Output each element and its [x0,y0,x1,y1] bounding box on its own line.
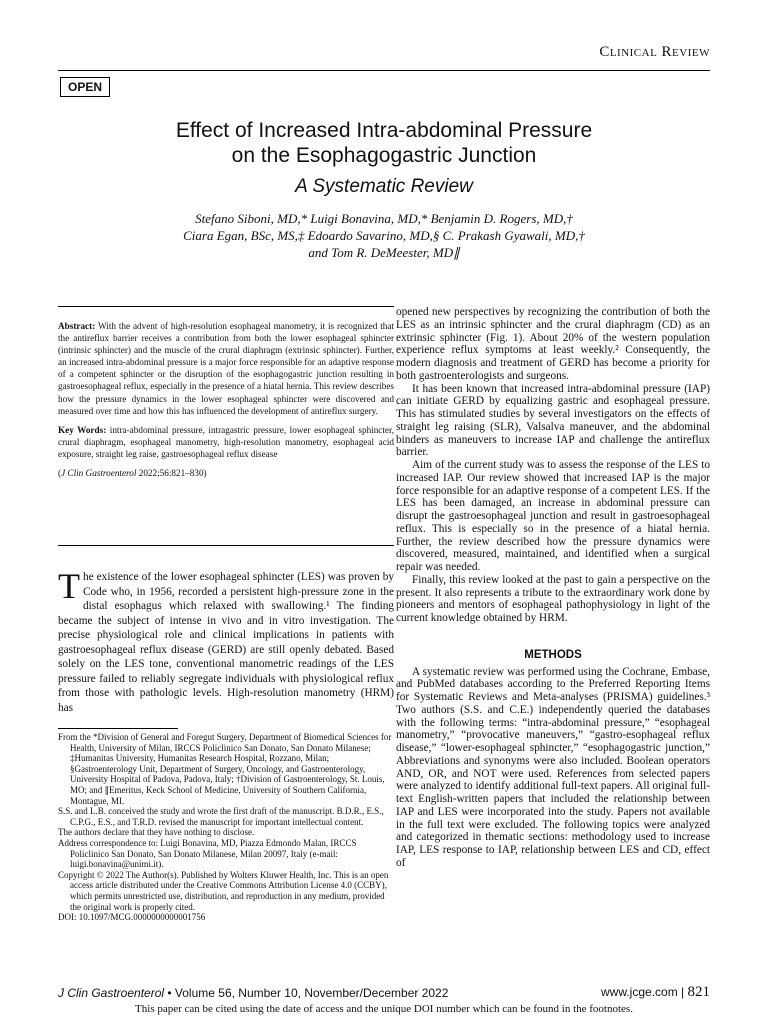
header-rule [58,70,710,71]
abstract-label: Abstract: [58,321,96,331]
title-line-1: Effect of Increased Intra-abdominal Pressure [175,119,593,142]
footnotes [58,732,394,923]
drop-cap: T [58,566,80,606]
title-line-2: on the Esophagogastric Junction [231,144,537,167]
paragraph-1: opened new perspectives by recognizing the contribution of both the LES as an intrinsic sphincter and the crural diaphragm (CD) as an extrinsic sphincter (Fig. 1). About 20% of the western population experience reflux symptoms at least weekly.² Consequently, the modern diagnosis and treatment of GERD has become a priority for both gastroenterologists and surgeons. [396,306,710,382]
citation-details: 2022;56:821–830) [136,468,207,479]
abstract-top-rule [58,306,394,307]
footer-journal-info [58,986,448,1000]
intro-text: he existence of the lower esophageal sphincter (LES) was proven by Code who, in 1956, recorded a persistent high-pressure zone in the distal esophagus which relaxed with swallowing.¹ The finding became the subject of intense in vivo and in vitro investigation. The precise physiological role and clinical implications in patients with gastroesophageal reflux disease (GERD) are still openly debated. Based solely on the LES tone, conventional manometric readings of the LES pressure failed to reliably segregate individuals with physiological reflux from those with pathologic levels. High-resolution manometry (HRM) has [58,571,394,714]
author-list [58,210,710,261]
article-subtitle: A Systematic Review [295,176,473,197]
authors-line-3: and Tom R. DeMeester, MD∥ [308,245,460,260]
open-access-badge: OPEN [60,77,110,97]
footer-journal: J Clin Gastroenterol [58,986,165,1000]
abstract-text: With the advent of high-resolution esophageal manometry, it is recognized that the antireflux barrier receives a contribution from both the lower esophageal sphincter (intrinsic sphincter) and the muscle of the crural diaphragm (extrinsic sphincter). Further, an increased intra-abdominal pressure is a major force responsible for an adaptive response of a competent sphincter or the disruption of the esophagogastric junction resulting in gastroesophageal reflux, especially in the presence of a hiatal hernia. This review describes how the pressure dynamics in the lower esophageal sphincter were discovered and measured over time and how this has influenced the development of antireflux surgery. [58,321,394,416]
footnote-copyright: Copyright © 2022 The Author(s). Published by Wolters Kluwer Health, Inc. This is an open access article distributed under the Creative Commons Attribution License 4.0 (CCBY), which permits unrestricted use, distribution, and reproduction in any medium, provided the original work is properly cited. [58,869,389,912]
right-column [396,306,710,870]
footnote-affiliations: From the *Division of General and Foregut Surgery, Department of Biomedical Sciences for Health, University of Milan, IRCCS Policlinico San Donato, San Donato Milanese; ‡Humanitas University, Humanitas Research Hospital, Rozzano, Milan; §Gastroenterology Unit, Department of Surgery, Oncology, and Gastroenterology, University Hospital of Padova, Padova, Italy; †Division of Gastroenterology, St. Louis, MO; and ∥Emeritus, Keck School of Medicine, University of Southern California, Montague, MI. [58,732,392,806]
footnote-contributions: S.S. and L.B. conceived the study and wrote the first draft of the manuscript. B.D.R., E.S., C.P.G., E.S., and T.R.D. revised the manuscript for important intellectual content. [58,806,384,827]
paragraph-3: Aim of the current study was to assess the response of the LES to increased IAP. Our review showed that increased IAP is the major force responsible for an adaptive response of a competent LES. If the LES has been damaged, an increase in abdominal pressure can disrupt the gastroesophageal junction and result in gastroesophageal reflux. This is especially so in the presence of a hiatal hernia. Further, the review described how the pressure dynamics were discovered, measured, maintained, and identified when a surgical repair was needed. [396,459,710,573]
intro-paragraph [58,566,394,715]
citation-journal: J Clin Gastroenterol [61,468,137,479]
keywords-text: intra-abdominal pressure, intragastric pressure, lower esophageal sphincter, crural diaphragm, esophageal manometry, high-resolution manometry, esophageal acid exposure, straight leg raise, gastroesophageal reflux disease [58,424,395,459]
paragraph-2: It has been known that increased intra-abdominal pressure (IAP) can initiate GERD by equalizing gastric and esophageal pressure. This has stimulated studies by several investigators on the effects of straight leg raising (SLR), Valsalva maneuver, and the abdominal binders as maneuvers to increase IAP and challenge the antireflux barrier. [396,382,710,459]
footer-separator: | [677,985,688,999]
abstract-block [58,320,394,486]
abstract-bottom-rule [58,545,394,546]
footer-website[interactable]: www.jcge.com [601,985,678,999]
authors-line-1: Stefano Siboni, MD,* Luigi Bonavina, MD,* Benjamin D. Rogers, MD,† [195,211,573,226]
citation: (J Clin Gastroenterol 2022;56:821–830) [58,468,207,479]
footnote-correspondence: Address correspondence to: Luigi Bonavina, MD, Piazza Edmondo Malan, IRCCS Policlinico San Donato, San Donato Milanese, Milan 20097, Italy (e-mail: luigi.bonavina@unimi.it). [58,837,357,870]
footnote-doi: DOI: 10.1097/MCG.0000000000001756 [58,912,206,923]
page-number: 821 [687,984,710,1000]
article-title [58,118,710,168]
keywords-label: Key Words: [58,424,107,435]
running-head: Clinical Review [599,44,710,60]
footer-site-page [601,984,710,1001]
authors-line-2: Ciara Egan, BSc, MS,‡ Edoardo Savarino, MD,§ C. Prakash Gyawali, MD,† [183,228,585,243]
paragraph-4: Finally, this review looked at the past to gain a perspective on the present. It also represents a tribute to the extraordinary work done by pioneers and mentors of esophageal pathophysiology in light of the current knowledge obtained by HRM. [396,573,710,624]
paragraph-5: A systematic review was performed using the Cochrane, Embase, and PubMed databases according to the Preferred Reporting Items for Systematic Reviews and Meta-analyses (PRISMA) guidelines.³ Two authors (S.S. and C.E.) independently queried the databases with the following terms: “intra-abdominal pressure,” “esophageal manometry,” “provocative maneuvers,” “gastro-esophageal reflux disease,” “lower-esophageal sphincter,” “esophagogastric junction,” Abbreviations and synonyms were also included. Boolean operators AND, OR, and NOT were used. References from selected papers were analyzed to identify additional full-text papers. All original full-text English-written papers that included the relationship between IAP and LES were incorporated into the study. Papers not available in the full text were excluded. The following topics were analyzed and categorized in thematic sections: methodology used to increase IAP, LES response to IAP, relationship between LES and CD, effect of [396,665,710,869]
footnote-rule [58,728,178,729]
methods-heading: METHODS [524,648,582,661]
citation-note: This paper can be cited using the date of access and the unique DOI number which can be found in the footnotes. [135,1003,633,1015]
footer-issue: • Volume 56, Number 10, November/December 2022 [164,986,449,1000]
footnote-disclosure: The authors declare that they have nothing to disclose. [58,827,255,838]
